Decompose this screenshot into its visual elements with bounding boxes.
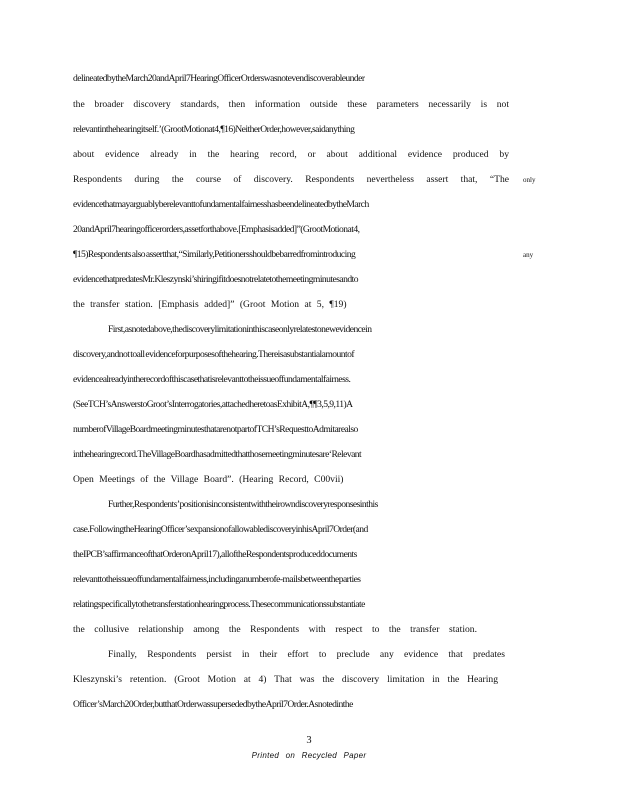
page-number: 3 — [306, 735, 312, 746]
body-line: case.FollowingtheHearingOfficer’sexpansionofallowablediscoveryinhisApril7Order(and — [73, 524, 368, 535]
body-line: the collusive relationship among the Respondents with respect to the transfer station. — [73, 624, 477, 635]
body-line: 20andApril7hearingofficerorders,assetforthabove.[Emphasisadded]”(GrootMotionat4, — [73, 224, 360, 235]
body-line: Finally, Respondents persist in their effort to preclude any evidence that predates — [108, 649, 505, 660]
body-line: relevantinthehearingitself.’(GrootMotionat4,¶16)NeitherOrder,however,saidanything — [73, 124, 355, 135]
body-line: Open Meetings of the Village Board”. (Hearing Record, C00vii) — [73, 474, 344, 485]
body-line: Respondents during the course of discovery. Respondents nevertheless assert that, “The — [73, 174, 509, 185]
body-line: evidencethatpredatesMr.Kleszynski’shiringifitdoesnotrelatetothemeetingminutesandto — [73, 274, 358, 285]
body-line: Kleszynski’s retention. (Groot Motion at 4) That was the discovery limitation in the Hearing — [73, 674, 498, 685]
body-line: evidencealreadyintherecordofthiscasethatisrelevanttotheissueoffundamentalfairness. — [73, 374, 351, 385]
body-line: First,asnotedabove,thediscoverylimitationinthiscaseonlyrelatestonewevidencein — [108, 324, 372, 335]
body-line: the transfer station. [Emphasis added]” (Groot Motion at 5, ¶19) — [73, 299, 347, 310]
body-line: about evidence already in the hearing record, or about additional evidence produced by — [73, 149, 509, 160]
body-line: the broader discovery standards, then information outside these parameters necessarily is not — [73, 99, 509, 110]
margin-note: only — [523, 176, 536, 184]
body-line: Officer’sMarch20Order,butthatOrderwassupersededbytheApril7Order.Asnotedinthe — [73, 699, 353, 710]
body-line: delineatedbytheMarch20andApril7HearingOfficerOrderswasnotevendiscoverableunder — [73, 73, 365, 84]
body-line: evidencethatmayarguablyberelevanttofundamentalfairnesshasbeendelineatedbytheMarch — [73, 199, 369, 210]
body-line: inthehearingrecord.TheVillageBoardhasadmittedthatthosemeetingminutesare‘Relevant — [73, 449, 362, 460]
body-line: discovery,andnot toall evidenceforpurposesofthehearing.Thereisasubstantialamountof — [73, 349, 355, 360]
body-line: relevanttotheissueoffundamentalfairness,includinganumberofe-mailsbetweentheparties — [73, 574, 361, 585]
body-line: theIPCB’saffirmanceofthatOrderonApril17),alloftheRespondentsproduceddocuments — [73, 549, 357, 560]
body-line: ¶15)Respondents also assertthat,“Similarly,Petitionersshouldbebarredfromintroducing — [73, 249, 356, 260]
margin-note: any — [523, 251, 534, 259]
footer-note: Printed on Recycled Paper — [251, 751, 367, 760]
body-line: (SeeTCH’sAnswerstoGroot’sInterrogatories,attachedheretoasExhibitA,¶¶3,5,9,11)A — [73, 399, 353, 410]
body-line: relatingspecificallytothetransferstationhearingprocess.Thesecommunicationssubstantiate — [73, 599, 365, 610]
body-line: Further,Respondents’positionisinconsistentwiththeirowndiscoveryresponsesinthis — [108, 499, 378, 510]
body-line: numberofVillageBoardmeetingminutesthatarenotpartofTCH’sRequesttoAdmitarealso — [73, 424, 358, 435]
